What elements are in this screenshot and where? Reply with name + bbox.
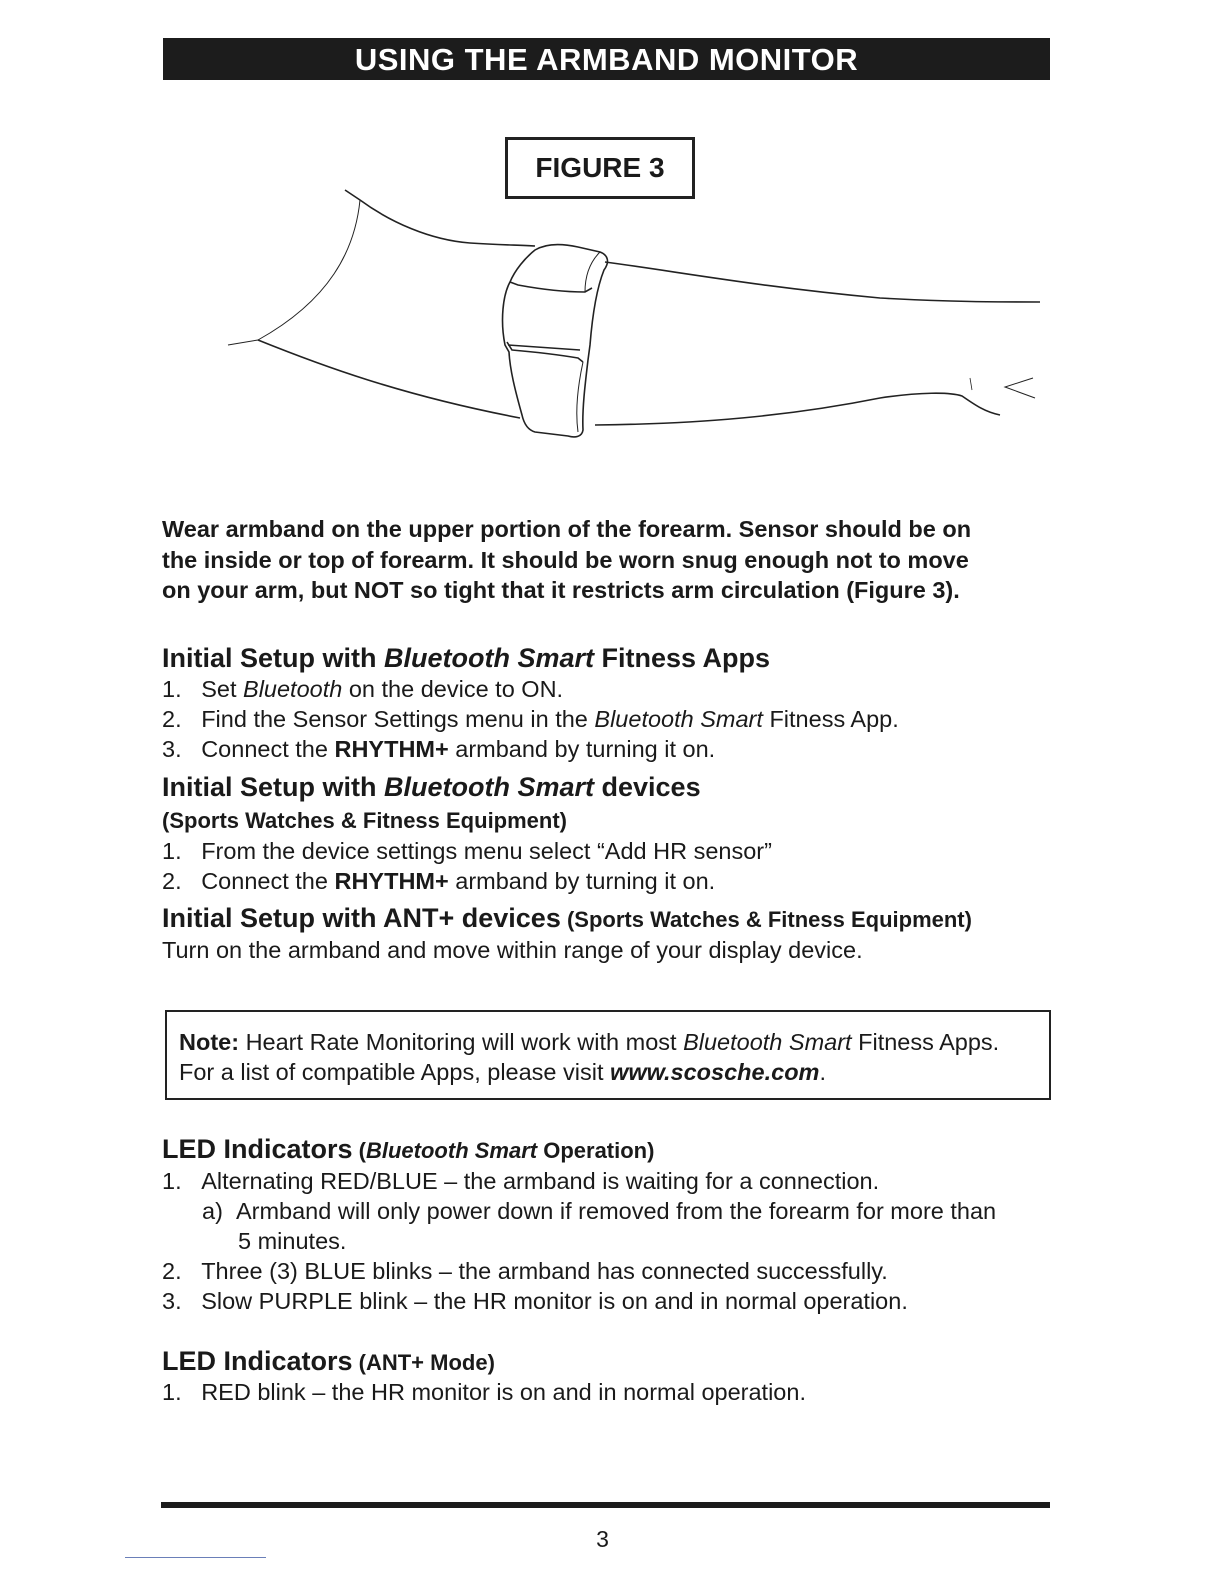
list-item: [162, 674, 563, 704]
list-item: [162, 734, 715, 764]
heading-led-bt: [162, 1133, 654, 1167]
list-item: [162, 836, 772, 866]
heading-emphasis: Bluetooth Smart: [384, 643, 595, 673]
list-item: [162, 1377, 806, 1407]
heading-bt-apps: [162, 642, 770, 674]
heading-sub: (Sports Watches & Fitness Equipment): [560, 907, 972, 932]
note-label: Note:: [179, 1029, 240, 1055]
item-text: armband by turning it on.: [448, 868, 716, 894]
item-text: Slow PURPLE blink – the HR monitor is on and in normal operation.: [201, 1288, 908, 1314]
item-number: 2.: [162, 868, 182, 894]
heading-text: Initial Setup with ANT+ devices: [162, 903, 561, 933]
list-item: [162, 1166, 879, 1196]
list-item: [162, 866, 715, 896]
item-text: Fitness App.: [762, 706, 899, 732]
note-text: .: [819, 1059, 826, 1085]
item-text: Alternating RED/BLUE – the armband is waiting for a connection.: [201, 1168, 880, 1194]
item-number: 3.: [162, 736, 182, 762]
heading-text: LED Indicators: [162, 1346, 353, 1376]
item-number: 2.: [162, 1258, 182, 1284]
item-text: Three (3) BLUE blinks – the armband has connected successfully.: [201, 1258, 888, 1284]
heading-text: Initial Setup with: [162, 643, 384, 673]
heading-sub: (ANT+ Mode): [352, 1350, 495, 1375]
item-number: 3.: [162, 1288, 182, 1314]
product-name: RHYTHM+: [334, 868, 449, 894]
list-item: [162, 1286, 908, 1316]
scan-line: [125, 1557, 266, 1558]
item-number: 1.: [162, 676, 182, 702]
heading-ant: [162, 902, 972, 936]
item-number: a): [202, 1198, 223, 1224]
list-item: [162, 1256, 888, 1286]
list-item: [202, 1196, 996, 1226]
subheading: (Sports Watches & Fitness Equipment): [162, 808, 568, 833]
item-number: 2.: [162, 706, 182, 732]
footer-rule: [161, 1502, 1050, 1508]
section-header: USING THE ARMBAND MONITOR: [163, 38, 1050, 80]
note-emphasis: Bluetooth Smart: [683, 1029, 852, 1055]
ant-text: Turn on the armband and move within range of your display device.: [162, 937, 863, 963]
figure-label: FIGURE 3: [505, 137, 695, 199]
heading-emphasis: Bluetooth Smart: [365, 1138, 538, 1163]
item-emphasis: Bluetooth Smart: [594, 706, 763, 732]
item-text: RED blink – the HR monitor is on and in normal operation.: [201, 1379, 806, 1405]
heading-emphasis: Bluetooth Smart: [384, 772, 595, 802]
intro-line-3: on your arm, but NOT so tight that it restricts arm circulation (Figure 3).: [162, 577, 960, 603]
heading-text: Fitness Apps: [594, 643, 771, 673]
intro-line-2: the inside or top of forearm. It should be worn snug enough not to move: [162, 547, 969, 573]
item-text: Armband will only power down if removed from the forearm for more than: [235, 1198, 997, 1224]
intro-line-1: Wear armband on the upper portion of the forearm. Sensor should be on: [162, 516, 972, 542]
heading-text: Initial Setup with: [162, 772, 384, 802]
item-number: 1.: [162, 1379, 182, 1405]
product-name: RHYTHM+: [334, 736, 449, 762]
note-line-2: [179, 1057, 826, 1087]
item-text: From the device settings menu select “Add HR sensor”: [201, 838, 772, 864]
note-line-1: [179, 1027, 999, 1057]
item-text: armband by turning it on.: [448, 736, 716, 762]
heading-bt-devices: [162, 771, 701, 803]
heading-led-ant: [162, 1345, 495, 1379]
item-number: 1.: [162, 1168, 182, 1194]
item-text: on the device to ON.: [342, 676, 564, 702]
note-text: Heart Rate Monitoring will work with most: [239, 1029, 684, 1055]
list-item: 5 minutes.: [238, 1228, 347, 1254]
note-text: Fitness Apps.: [851, 1029, 1000, 1055]
website-link[interactable]: www.scosche.com: [610, 1059, 820, 1085]
heading-text: devices: [594, 772, 701, 802]
item-text: Set: [201, 676, 244, 702]
heading-text: LED Indicators: [162, 1134, 353, 1164]
list-item: [162, 704, 899, 734]
note-text: For a list of compatible Apps, please visit: [179, 1059, 611, 1085]
item-text: Find the Sensor Settings menu in the: [201, 706, 595, 732]
page-number: 3: [596, 1526, 609, 1552]
item-emphasis: Bluetooth: [243, 676, 343, 702]
item-text: Connect the: [201, 736, 335, 762]
armband-illustration: [0, 0, 1224, 470]
heading-sub: (: [352, 1138, 366, 1163]
heading-sub: Operation): [537, 1138, 655, 1163]
item-number: 1.: [162, 838, 182, 864]
item-text: Connect the: [201, 868, 335, 894]
